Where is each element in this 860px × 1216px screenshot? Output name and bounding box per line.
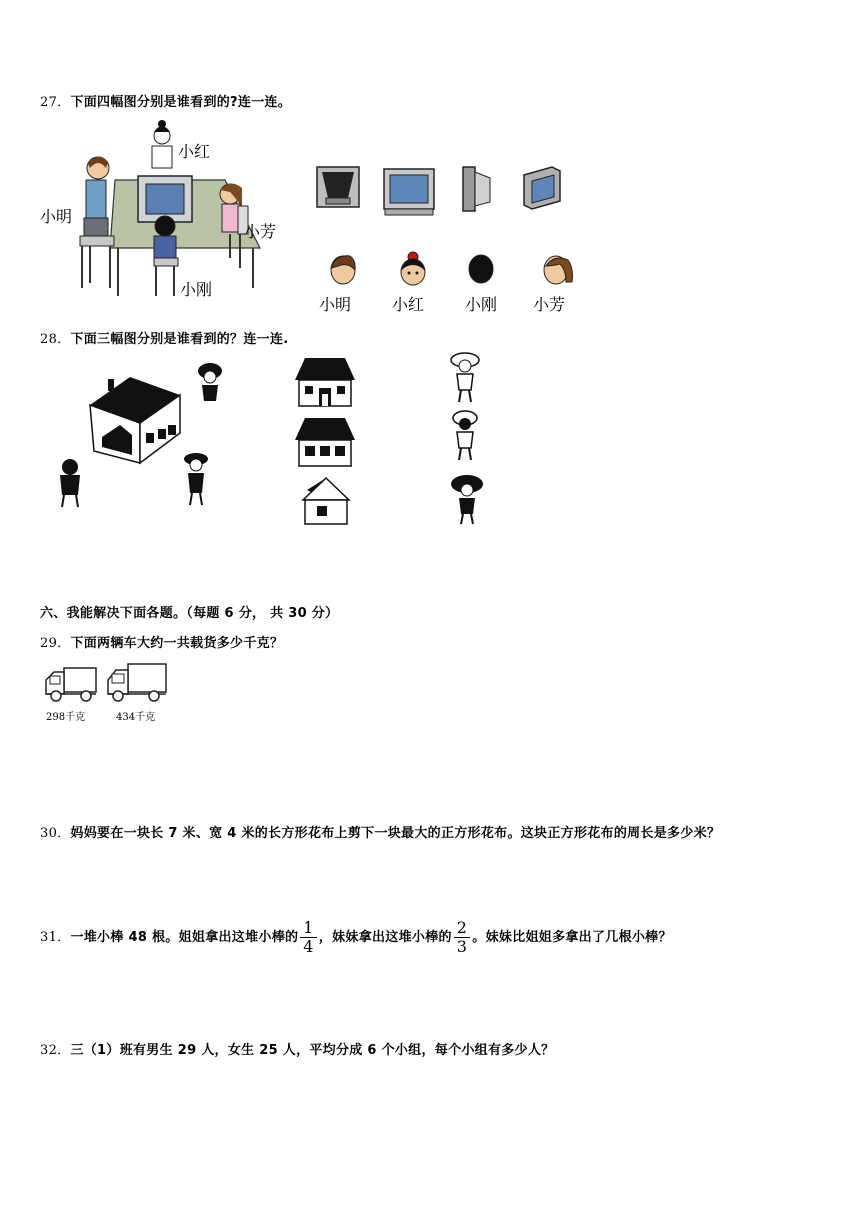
xiaohong-head-icon [398, 251, 428, 287]
xiaoming-head-icon [328, 252, 358, 286]
bottom-label-xiaohong: 小红 [392, 295, 425, 314]
house-scene-illustration [50, 355, 240, 515]
house-view-side-gable [301, 476, 351, 526]
fraction-denominator: 3 [456, 937, 468, 956]
question-28 [40, 328, 289, 347]
question-29 [40, 632, 283, 651]
question-30 [40, 822, 720, 841]
question-text-part1: 一堆小棒 48 根。姐姐拿出这堆小棒的 [70, 930, 299, 945]
table-scene-illustration [70, 118, 280, 303]
question-text: 下面两辆车大约一共载货多少千克？ [70, 636, 284, 651]
question-27 [40, 91, 291, 110]
question-number: 27． [40, 95, 71, 110]
truck-2-label: 434千克 [116, 712, 156, 723]
bottom-label-xiaogang: 小刚 [465, 295, 498, 314]
monitor-view-back [316, 166, 360, 208]
house-view-front-door [293, 356, 357, 408]
fraction-one-quarter [300, 919, 316, 956]
truck-1-label: 298千克 [46, 712, 86, 723]
question-text: 三（1）班有男生 29 人，女生 25 人，平均分成 6 个小组，每个小组有多少人？ [70, 1043, 555, 1058]
question-number: 31． [40, 930, 71, 945]
question-text-part3: 。妹妹比姐姐多拿出了几根小棒？ [472, 930, 672, 945]
label-xiaohong: 小红 [178, 142, 211, 161]
question-text-part2: ，妹妹拿出这堆小棒的 [318, 930, 452, 945]
bottom-label-xiaofang: 小芳 [533, 295, 566, 314]
label-xiaofang: 小芳 [244, 222, 277, 241]
fraction-numerator: 1 [300, 919, 316, 938]
xiaogang-head-icon [467, 252, 495, 286]
child-figure-1-icon [447, 352, 483, 404]
fraction-two-thirds [454, 919, 470, 956]
truck-1-icon [44, 664, 98, 704]
question-31 [40, 918, 672, 958]
truck-2-icon [106, 662, 168, 704]
fraction-denominator: 4 [303, 937, 314, 956]
question-number: 30． [40, 826, 71, 841]
label-xiaogang: 小刚 [180, 280, 213, 299]
xiaofang-head-icon [540, 252, 576, 288]
question-number: 32． [40, 1043, 71, 1058]
bottom-label-xiaoming: 小明 [319, 295, 352, 314]
question-number: 28． [40, 332, 71, 347]
monitor-view-front [383, 168, 435, 216]
house-view-back-windows [293, 416, 357, 468]
question-32 [40, 1039, 554, 1058]
question-text: 妈妈要在一块长 7 米、宽 4 米的长方形花布上剪下一块最大的正方形花布。这块正方形花布的周长是多少米？ [70, 826, 721, 841]
monitor-view-side [462, 166, 492, 212]
child-figure-2-icon [447, 410, 483, 462]
fraction-numerator: 2 [454, 919, 470, 938]
child-figure-3-icon [447, 474, 487, 526]
question-number: 29． [40, 636, 71, 651]
section-6-title: 六、我能解决下面各题。（每题 6 分， 共 30 分） [40, 606, 339, 621]
label-xiaoming: 小明 [40, 207, 73, 226]
monitor-view-angle [522, 165, 562, 211]
question-text: 下面三幅图分别是谁看到的？连一连. [70, 332, 289, 347]
question-text: 下面四幅图分别是谁看到的?连一连。 [70, 95, 292, 110]
